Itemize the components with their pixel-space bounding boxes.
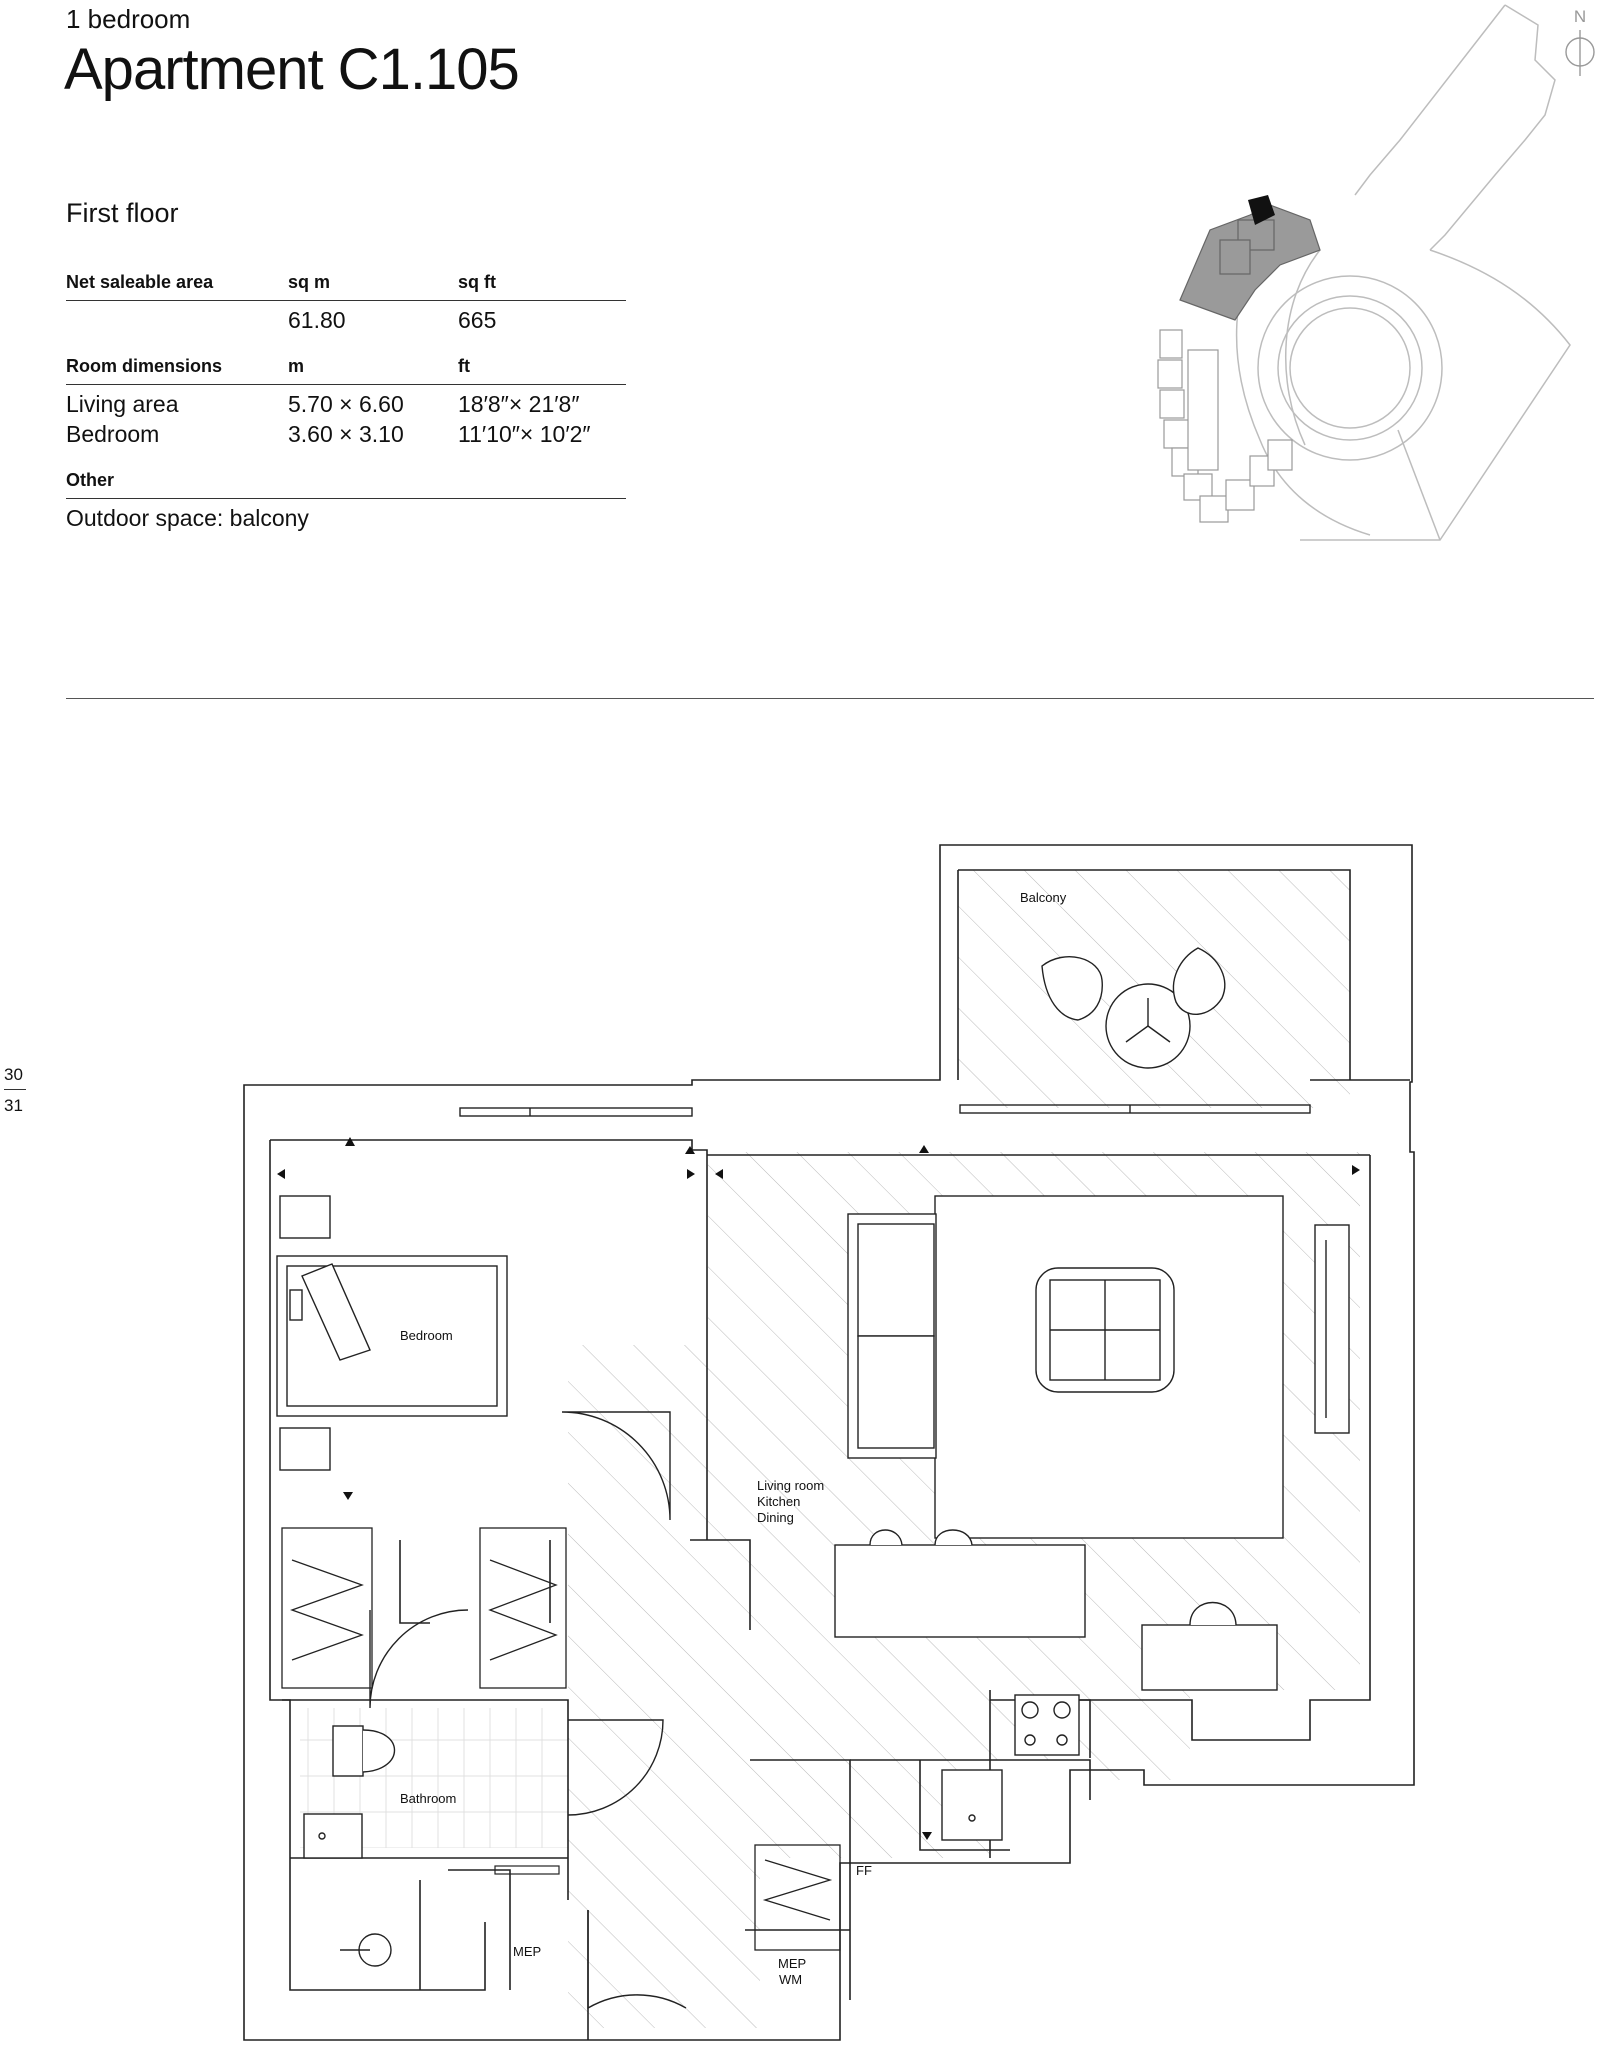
dimensions-label: Room dimensions bbox=[66, 356, 223, 376]
north-arrow-icon bbox=[1566, 30, 1594, 76]
dimensions-unit-imperial: ft bbox=[458, 356, 470, 376]
dimensions-table bbox=[66, 356, 626, 451]
area-unit-metric: sq m bbox=[288, 272, 331, 292]
page-numbers bbox=[4, 1065, 30, 1116]
room-name: Living area bbox=[66, 391, 179, 417]
hob-icon bbox=[1015, 1695, 1079, 1755]
coffee-table-icon bbox=[1036, 1268, 1174, 1392]
other-value: Outdoor space: balcony bbox=[66, 505, 309, 531]
building-blocks bbox=[1158, 330, 1292, 522]
dimensions-header bbox=[66, 356, 626, 385]
section-divider bbox=[66, 698, 1594, 699]
room-label-balcony: Balcony bbox=[1020, 890, 1067, 905]
other-row bbox=[66, 505, 626, 535]
other-header bbox=[66, 470, 626, 499]
area-value-metric: 61.80 bbox=[288, 307, 346, 333]
kitchen-island-icon bbox=[835, 1530, 1085, 1637]
dimension-row-living bbox=[66, 391, 626, 421]
dimension-row-bedroom bbox=[66, 421, 626, 451]
room-label-living: Living room bbox=[757, 1478, 825, 1493]
room-name: Bedroom bbox=[66, 421, 160, 447]
room-imperial: 11′10″× 10′2″ bbox=[458, 421, 591, 447]
page-number-left: 30 bbox=[4, 1065, 26, 1090]
area-label: Net saleable area bbox=[66, 272, 214, 292]
room-label-bedroom: Bedroom bbox=[400, 1328, 453, 1343]
other-label: Other bbox=[66, 470, 115, 490]
room-metric: 3.60 × 3.10 bbox=[288, 421, 404, 447]
kitchen-sink-icon bbox=[942, 1770, 1002, 1840]
compass-label: N bbox=[1573, 7, 1587, 26]
area-header bbox=[66, 272, 626, 301]
room-label-ff: FF bbox=[856, 1863, 872, 1878]
room-label-dining: Dining bbox=[757, 1510, 794, 1525]
area-unit-imperial: sq ft bbox=[458, 272, 496, 292]
area-value-imperial: 665 bbox=[458, 307, 497, 333]
basin-icon bbox=[304, 1814, 362, 1858]
area-table bbox=[66, 272, 626, 337]
room-label-bathroom: Bathroom bbox=[400, 1791, 457, 1806]
building-block-highlight bbox=[1180, 205, 1320, 320]
room-label-mep-2: MEP bbox=[778, 1956, 807, 1971]
floor-label: First floor bbox=[66, 198, 179, 228]
room-label-mep: MEP bbox=[513, 1944, 542, 1959]
bed-icon bbox=[277, 1256, 507, 1416]
room-metric: 5.70 × 6.60 bbox=[288, 391, 404, 417]
unit-type: 1 bedroom bbox=[66, 4, 191, 34]
utility-sink-icon bbox=[340, 1934, 391, 1966]
sofa-icon bbox=[848, 1214, 936, 1458]
area-row bbox=[66, 307, 626, 337]
room-imperial: 18′8″× 21′8″ bbox=[458, 391, 580, 417]
tv-unit-icon bbox=[1315, 1225, 1349, 1433]
page-title: Apartment C1.105 bbox=[64, 37, 519, 102]
room-label-wm: WM bbox=[779, 1972, 803, 1987]
room-label-kitchen: Kitchen bbox=[757, 1494, 801, 1509]
dimensions-unit-metric: m bbox=[288, 356, 305, 376]
floor-plan bbox=[230, 840, 1430, 2045]
key-plan bbox=[1140, 0, 1601, 560]
page-number-right: 31 bbox=[4, 1096, 23, 1115]
other-table bbox=[66, 470, 626, 535]
